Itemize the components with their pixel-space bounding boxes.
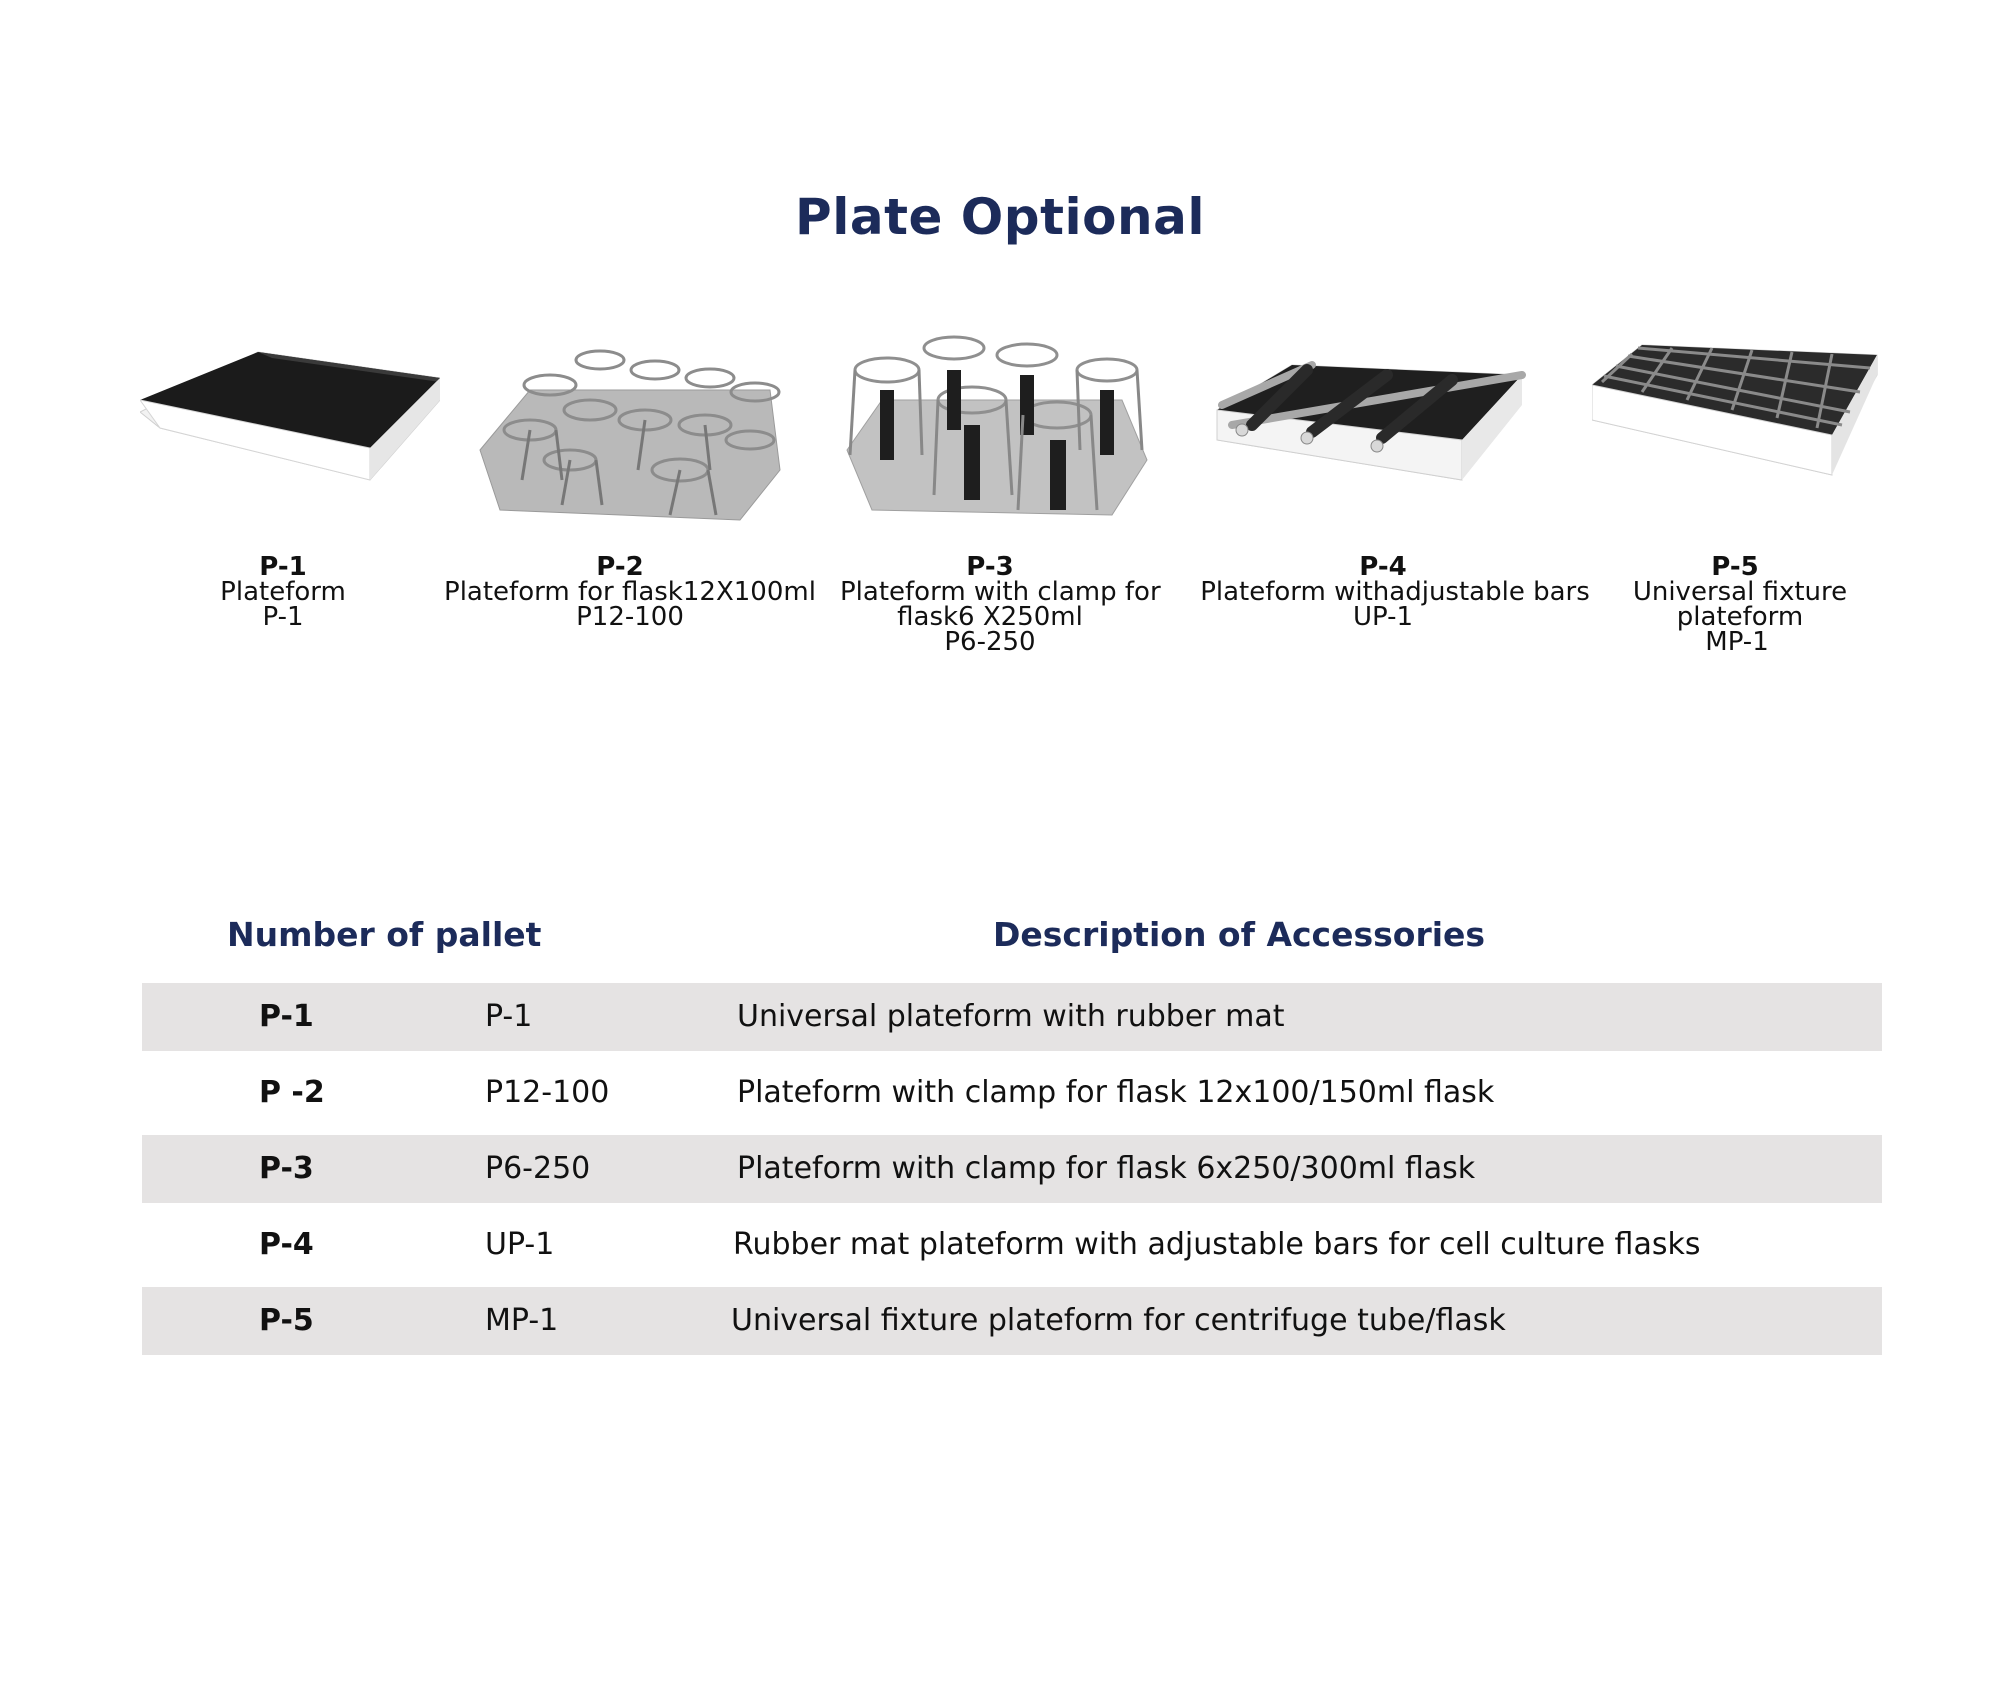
product-name: Plateform for flask12X100ml xyxy=(444,577,816,607)
model-code: P-1 xyxy=(485,999,533,1034)
product-model: UP-1 xyxy=(1352,602,1414,632)
product-caption-p4 xyxy=(1195,552,1595,632)
accessories-table xyxy=(142,983,1882,1363)
product-caption-p2 xyxy=(430,552,830,632)
table-row xyxy=(142,1059,1882,1127)
product-name: Universal fixture xyxy=(1632,577,1848,607)
model-code: P12-100 xyxy=(485,1075,610,1110)
model-code: UP-1 xyxy=(485,1227,555,1262)
pallet-number: P -2 xyxy=(259,1075,325,1110)
product-caption-p3 xyxy=(840,552,1161,657)
accessory-description: Universal fixture plateform for centrifuge tube/flask xyxy=(731,1303,1506,1338)
accessory-description: Rubber mat plateform with adjustable bars for cell culture flasks xyxy=(733,1227,1701,1262)
product-name: Plateform withadjustable bars xyxy=(1200,577,1590,607)
table-row xyxy=(142,1135,1882,1203)
product-name: Plateform xyxy=(220,577,346,607)
flask-clamp-platform-6-icon xyxy=(842,330,1152,530)
model-code: P6-250 xyxy=(485,1151,591,1186)
pallet-number: P-3 xyxy=(259,1151,314,1186)
product-code: P-2 xyxy=(596,552,644,582)
pallet-number: P-5 xyxy=(259,1303,314,1338)
product-code: P-4 xyxy=(1359,552,1407,582)
product-caption-p1 xyxy=(183,552,383,632)
product-model: MP-1 xyxy=(1705,627,1769,657)
product-name-line-2: flask6 X250ml xyxy=(897,602,1083,632)
accessory-description: Universal plateform with rubber mat xyxy=(737,999,1285,1034)
flat-platform-icon xyxy=(140,330,440,500)
flask-clamp-platform-12-icon xyxy=(470,330,790,530)
product-model: P-1 xyxy=(262,602,304,632)
adjustable-bars-platform-icon xyxy=(1212,330,1532,530)
accessory-description: Plateform with clamp for flask 6x250/300ml flask xyxy=(737,1151,1476,1186)
table-row xyxy=(142,1287,1882,1355)
page-title: Plate Optional xyxy=(795,188,1205,246)
table-header-pallet: Number of pallet xyxy=(227,915,542,954)
product-model: P12-100 xyxy=(576,602,684,632)
product-code: P-3 xyxy=(966,552,1014,582)
product-caption-p5 xyxy=(1625,552,1855,657)
table-row xyxy=(142,983,1882,1051)
table-row xyxy=(142,1211,1882,1279)
accessory-description: Plateform with clamp for flask 12x100/150ml flask xyxy=(737,1075,1495,1110)
product-name-line-2: plateform xyxy=(1676,602,1804,632)
universal-fixture-platform-icon xyxy=(1592,330,1882,480)
product-code: P-5 xyxy=(1711,552,1759,582)
table-header-description: Description of Accessories xyxy=(993,915,1486,954)
pallet-number: P-4 xyxy=(259,1227,314,1262)
product-name: Plateform with clamp for xyxy=(840,577,1161,607)
model-code: MP-1 xyxy=(485,1303,559,1338)
product-code: P-1 xyxy=(259,552,307,582)
pallet-number: P-1 xyxy=(259,999,314,1034)
product-model: P6-250 xyxy=(944,627,1036,657)
